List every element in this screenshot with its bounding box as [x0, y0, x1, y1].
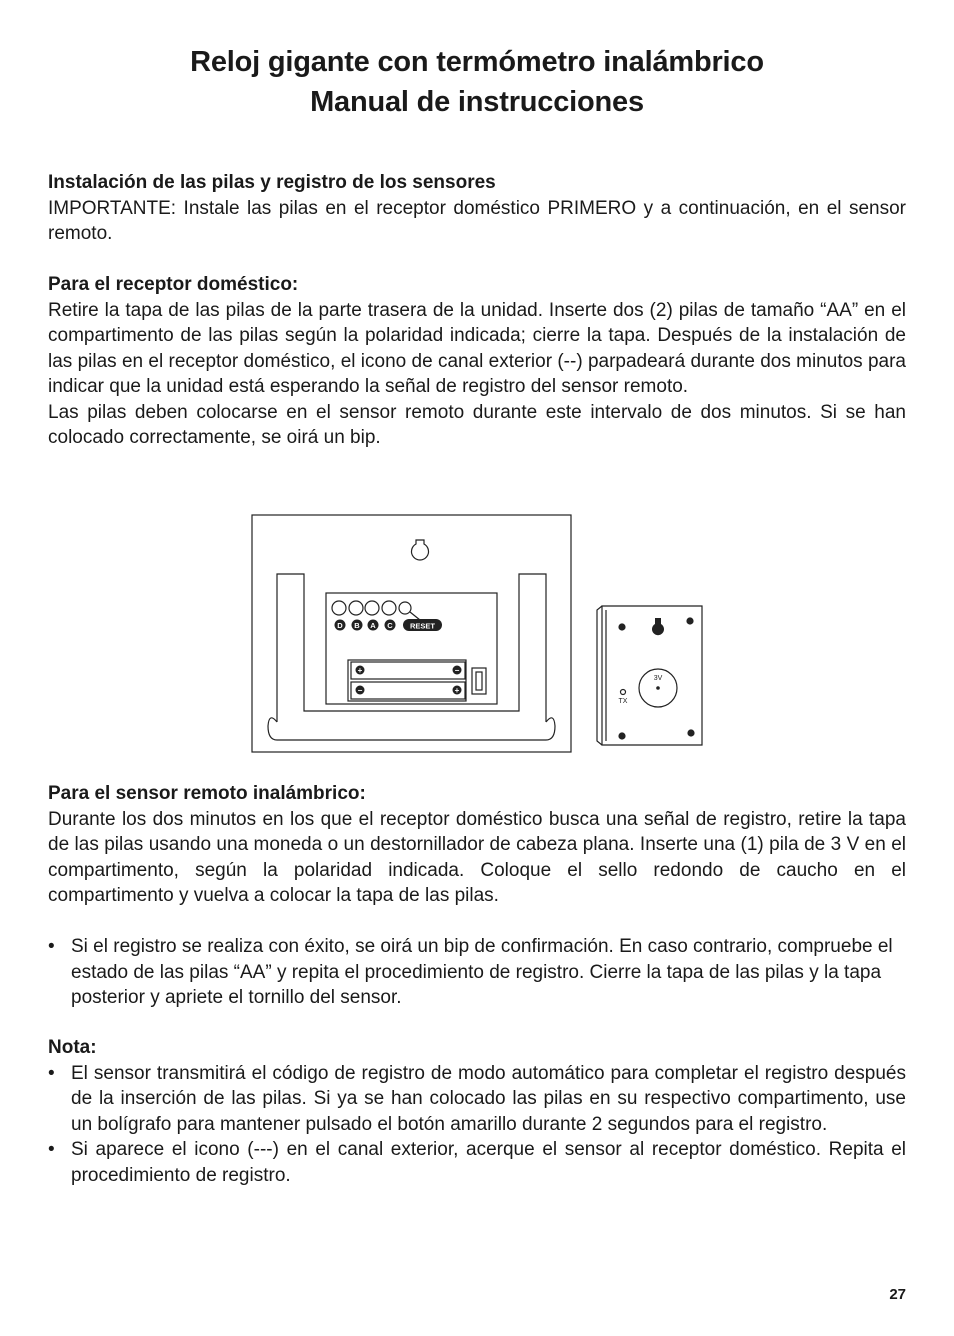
sensor-heading: Para el sensor remoto inalámbrico:: [48, 783, 366, 804]
install-heading: Instalación de las pilas y registro de los sensores: [48, 172, 496, 193]
battery-compartment: [326, 593, 497, 704]
stand-outline: [277, 574, 546, 722]
reset-circle: [399, 602, 411, 614]
note-section: [48, 1035, 906, 1188]
button-c-label: C: [387, 621, 393, 630]
note-bullet-2: • Si aparece el icono (---) en el canal exterior, acerque el sensor al receptor doméstico. Repita el procedimiento de registro.: [48, 1137, 906, 1188]
receiver-heading: Para el receptor doméstico:: [48, 274, 299, 295]
note-bullet-list: [48, 1061, 906, 1189]
sensor-bullet: • Si el registro se realiza con éxito, se oirá un bip de confirmación. En caso contrario, compruebe el estado de las pilas “AA” y repita el procedimiento de registro. Cierre la tapa de las pilas y la tapa posterior y apriete el tornillo del sensor.: [48, 934, 906, 1011]
receiver-paragraph-2: Las pilas deben colocarse en el sensor remoto durante este intervalo de dos minutos. Si se han colocado correctamente, se oirá un bip.: [48, 401, 906, 448]
battery-holder: [348, 660, 466, 701]
note-heading: Nota:: [48, 1037, 97, 1058]
receiver-paragraph-1: Retire la tapa de las pilas de la parte trasera de la unidad. Inserte dos (2) pilas de tamaño “AA” en el compartimento de las pilas según la polaridad indicada; cierre la tapa. Después de la instalación de las pilas en el receptor doméstico, el icono de canal exterior (--) parpadeará durante dos minutos para indicar que la unidad está esperando la señal de registro del sensor remoto.: [48, 299, 906, 397]
sensor-voltage-label: 3V: [653, 675, 663, 682]
sensor-keyhole-icon: [652, 618, 664, 635]
battery-1-minus: −: [454, 666, 460, 675]
receiver-keyhole-icon: [412, 540, 429, 560]
sensor-tx-label: TX: [618, 698, 628, 705]
button-c-circle: [382, 601, 396, 615]
battery-installation-figure: [250, 512, 706, 756]
sensor-bullet-list: [48, 934, 906, 1011]
sensor-tx-led: [621, 690, 626, 695]
button-b-label: B: [354, 621, 360, 630]
stand-base: [268, 718, 555, 740]
remote-sensor: [597, 606, 702, 745]
page-title: [0, 42, 954, 122]
button-b-circle: [349, 601, 363, 615]
sensor-text: Durante los dos minutos en los que el receptor doméstico busca una señal de registro, retire la tapa de las pilas usando una moneda o un destornillador de cabeza plana. Inserte una (1) pila de 3 V en el compartimento, según la polaridad indicada. Coloque el sello redondo de caucho en el compartimento y vuelva a colocar la tapa de las pilas.: [48, 808, 906, 906]
battery-clip-inner: [476, 672, 482, 690]
sensor-section: [48, 781, 906, 1011]
battery-2-plus: +: [454, 686, 460, 695]
reset-leader: [410, 612, 420, 620]
reset-label: RESET: [409, 621, 436, 631]
title-line-2: Manual de instrucciones: [310, 86, 644, 118]
battery-aa-2: [351, 682, 465, 699]
battery-1-plus: +: [357, 666, 363, 675]
battery-2-minus: −: [357, 686, 363, 695]
install-section: [48, 170, 906, 247]
title-line-1: Reloj gigante con termómetro inalámbrico: [190, 46, 764, 78]
battery-polarity: [356, 666, 462, 696]
button-a-label: A: [370, 621, 376, 630]
button-d-label: D: [337, 621, 343, 630]
battery-aa-1: [351, 662, 465, 679]
figure-drawing: [250, 512, 706, 756]
install-text: IMPORTANTE: Instale las pilas en el receptor doméstico PRIMERO y a continuación, en el sensor remoto.: [48, 197, 906, 244]
page-number: 27: [889, 1286, 906, 1303]
button-labels: [335, 619, 443, 631]
receiver-section: [48, 272, 906, 451]
button-d-circle: [332, 601, 346, 615]
note-bullet-1: • El sensor transmitirá el código de registro de modo automático para completar el registro después de la inserción de las pilas. Si ya se han colocado las pilas en su respectivo compartimento, use un bolígrafo para mantener pulsado el botón amarillo durante 2 segundos para el registro.: [48, 1061, 906, 1138]
button-a-circle: [365, 601, 379, 615]
